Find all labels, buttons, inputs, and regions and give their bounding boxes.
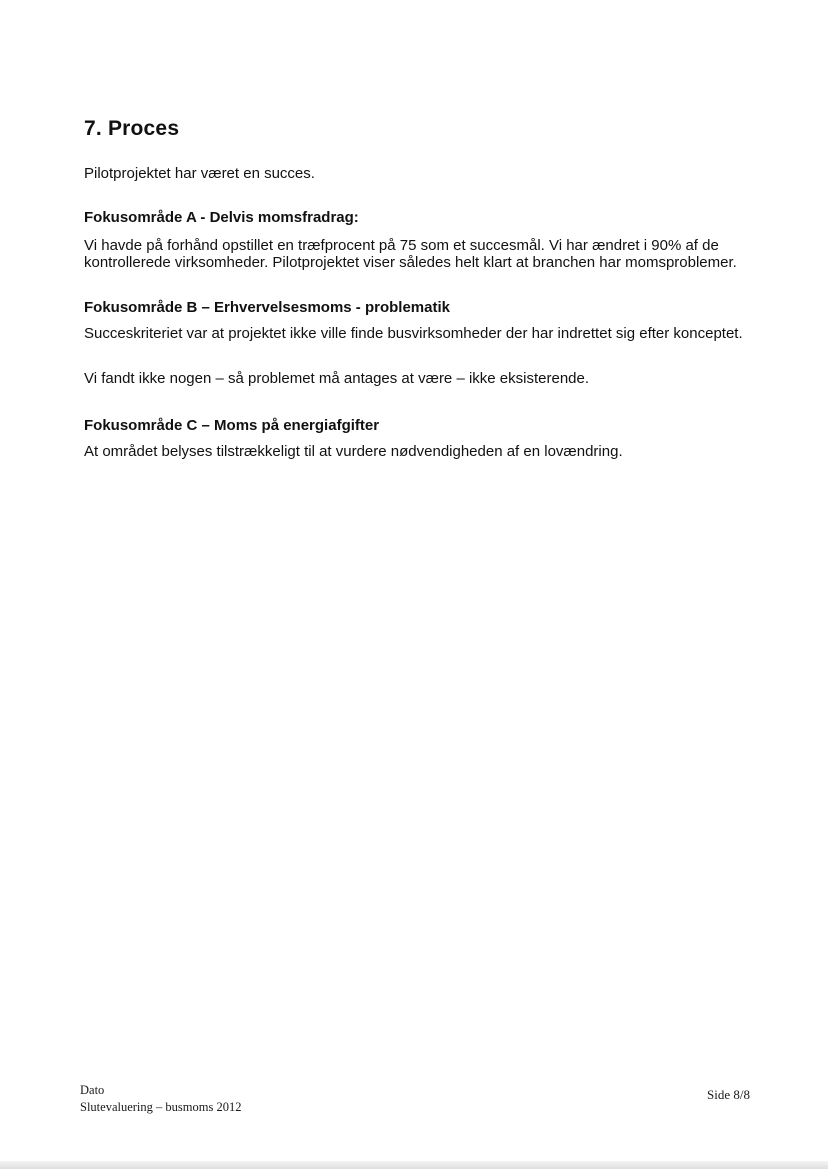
focus-a-title: Fokusområde A - Delvis momsfradrag: [84,209,359,226]
focus-a-body: Vi havde på forhånd opstillet en træfprocent på 75 som et succesmål. Vi har ændret i 90% af de kontrollerede virksomheder. Pilotprojektet viser således helt klart at branchen har momsproblemer. [84,237,737,271]
focus-c-body: At området belyses tilstrækkeligt til at vurdere nødvendigheden af en lovændring. [84,443,623,460]
section-heading: 7. Proces [84,117,180,140]
footer-doc-title: Slutevaluering – busmoms 2012 [80,1100,242,1114]
footer-page-number: Side 8/8 [707,1087,750,1102]
footer-date-label: Dato [80,1083,105,1097]
footer-left [80,1082,241,1116]
scan-edge [0,1161,828,1169]
focus-b-body-1: Succeskriteriet var at projektet ikke ville finde busvirksomheder der har indrettet sig efter konceptet. [84,325,743,342]
focus-b-body-2: Vi fandt ikke nogen – så problemet må antages at være – ikke eksisterende. [84,370,590,387]
focus-b-title: Fokusområde B – Erhvervelsesmoms - problematik [84,299,450,316]
focus-c-title: Fokusområde C – Moms på energiafgifter [84,417,380,434]
intro-text: Pilotprojektet har været en succes. [84,165,315,182]
